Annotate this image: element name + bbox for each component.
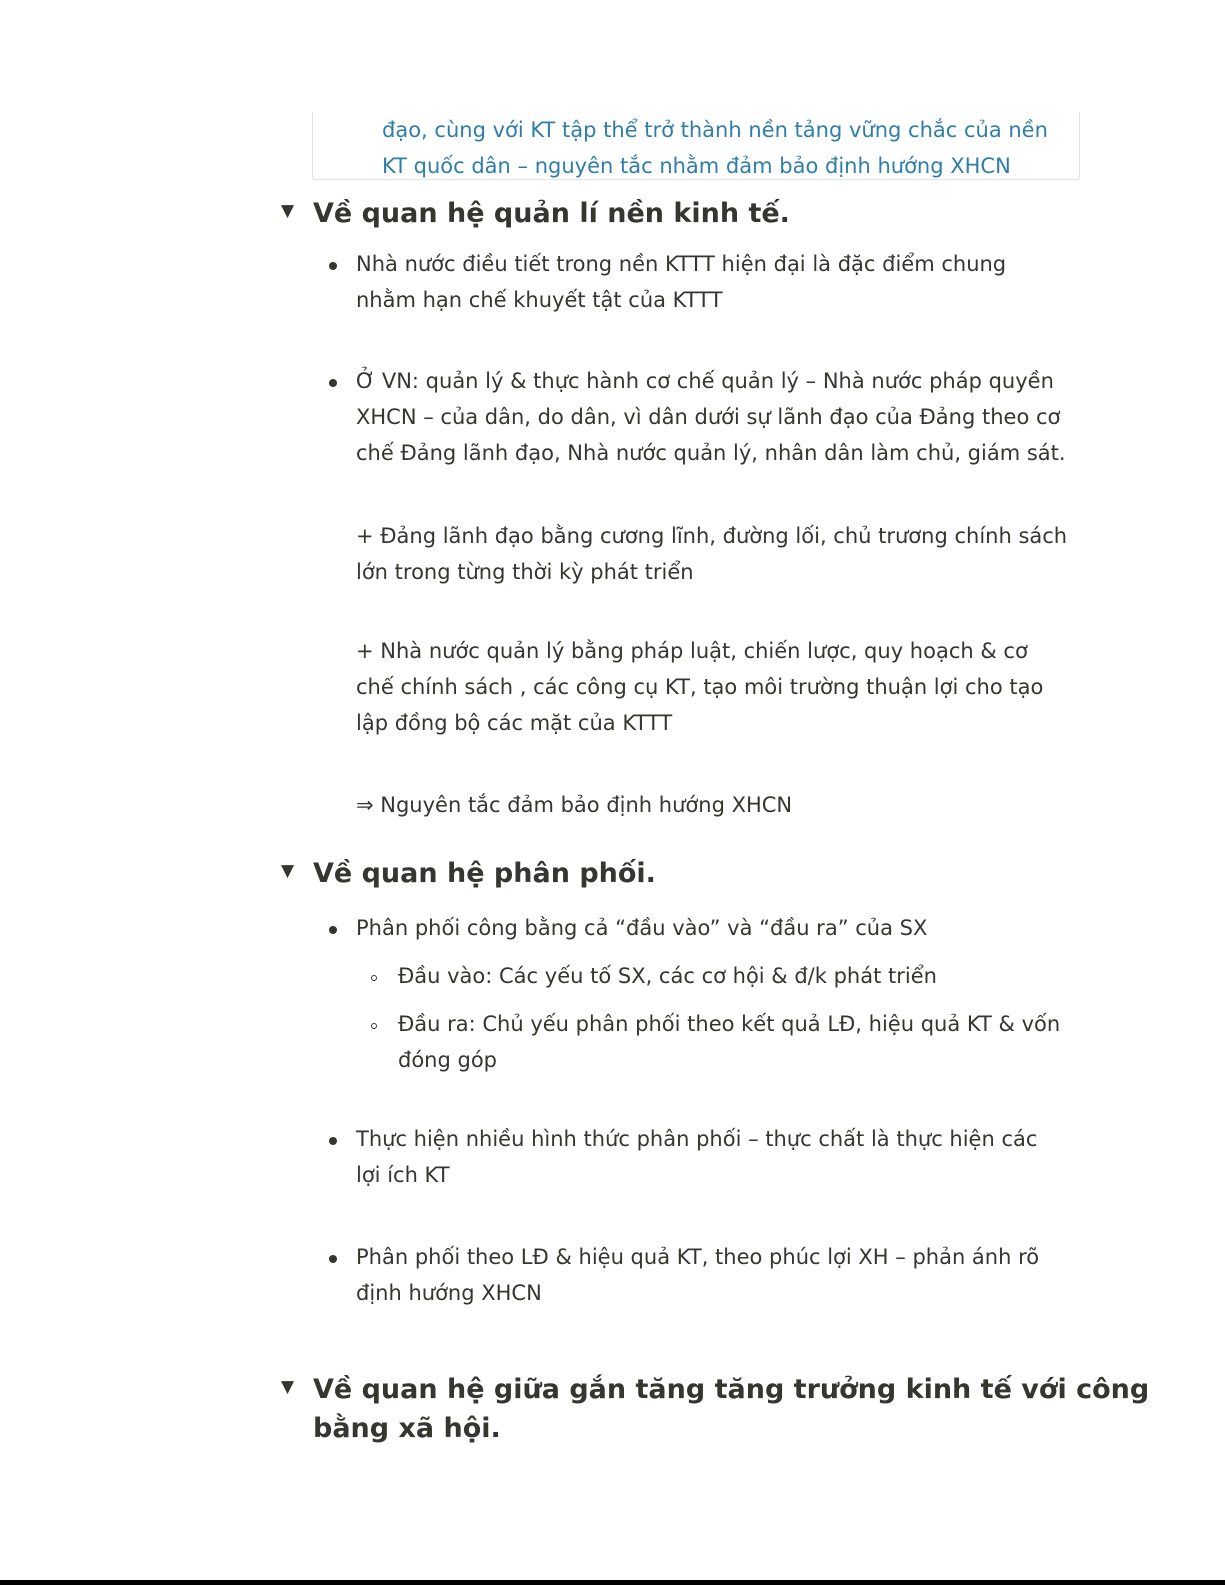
conclusion-line: ⇒ Nguyên tắc đảm bảo định hướng XHCN [356,793,793,817]
bullet-icon [329,379,337,387]
callout-text-line: đạo, cùng với KT tập thể trở thành nền tảng vững chắc của nền [382,118,1048,142]
bullet-icon [329,262,337,270]
sub-list-item-line: Đầu ra: Chủ yếu phân phối theo kết quả LĐ, hiệu quả KT & vốn [398,1012,1061,1036]
callout-text-line: KT quốc dân – nguyên tắc nhằm đảm bảo định hướng XHCN [382,154,1011,178]
paragraph-line: + Đảng lãnh đạo bằng cương lĩnh, đường lối, chủ trương chính sách [356,524,1068,548]
sub-bullet-icon [371,975,377,981]
toggle-arrow-icon[interactable]: ▼ [281,861,295,881]
list-item-line: lợi ích KT [356,1163,450,1187]
list-item-line: nhằm hạn chế khuyết tật của KTTT [356,288,723,312]
section-heading-tang-truong: Về quan hệ giữa gắn tăng tăng trưởng kinh tế với công [313,1374,1150,1405]
paragraph-line: lớn trong từng thời kỳ phát triển [356,560,694,584]
bullet-icon [329,1137,337,1145]
list-item-line: Phân phối theo LĐ & hiệu quả KT, theo phúc lợi XH – phản ánh rõ [356,1245,1040,1269]
page-bottom-edge [0,1580,1225,1585]
paragraph-line: + Nhà nước quản lý bằng pháp luật, chiến lược, quy hoạch & cơ [356,639,1028,663]
paragraph-line: chế chính sách , các công cụ KT, tạo môi trường thuận lợi cho tạo [356,675,1044,699]
bullet-icon [329,1255,337,1263]
toggle-arrow-icon[interactable]: ▼ [281,201,295,221]
section-heading-tang-truong-cont: bằng xã hội. [313,1413,501,1444]
section-heading-phan-phoi: Về quan hệ phân phối. [313,858,656,889]
list-item-line: XHCN – của dân, do dân, vì dân dưới sự lãnh đạo của Đảng theo cơ [356,405,1061,429]
sub-bullet-icon [371,1023,377,1029]
list-item-line: Phân phối công bằng cả “đầu vào” và “đầu ra” của SX [356,916,928,940]
bullet-icon [329,926,337,934]
list-item-line: Nhà nước điều tiết trong nền KTTT hiện đại là đặc điểm chung [356,252,1007,276]
list-item-line: chế Đảng lãnh đạo, Nhà nước quản lý, nhân dân làm chủ, giám sát. [356,441,1066,465]
sub-list-item-line: đóng góp [398,1048,498,1072]
paragraph-line: lập đồng bộ các mặt của KTTT [356,711,673,735]
toggle-arrow-icon[interactable]: ▼ [281,1377,295,1397]
sub-list-item-line: Đầu vào: Các yếu tố SX, các cơ hội & đ/k phát triển [398,964,937,988]
list-item-line: Thực hiện nhiều hình thức phân phối – thực chất là thực hiện các [356,1127,1038,1151]
section-heading-quan-ly: Về quan hệ quản lí nền kinh tế. [313,198,790,229]
list-item-line: Ở VN: quản lý & thực hành cơ chế quản lý – Nhà nước pháp quyền [356,369,1054,393]
list-item-line: định hướng XHCN [356,1281,542,1305]
